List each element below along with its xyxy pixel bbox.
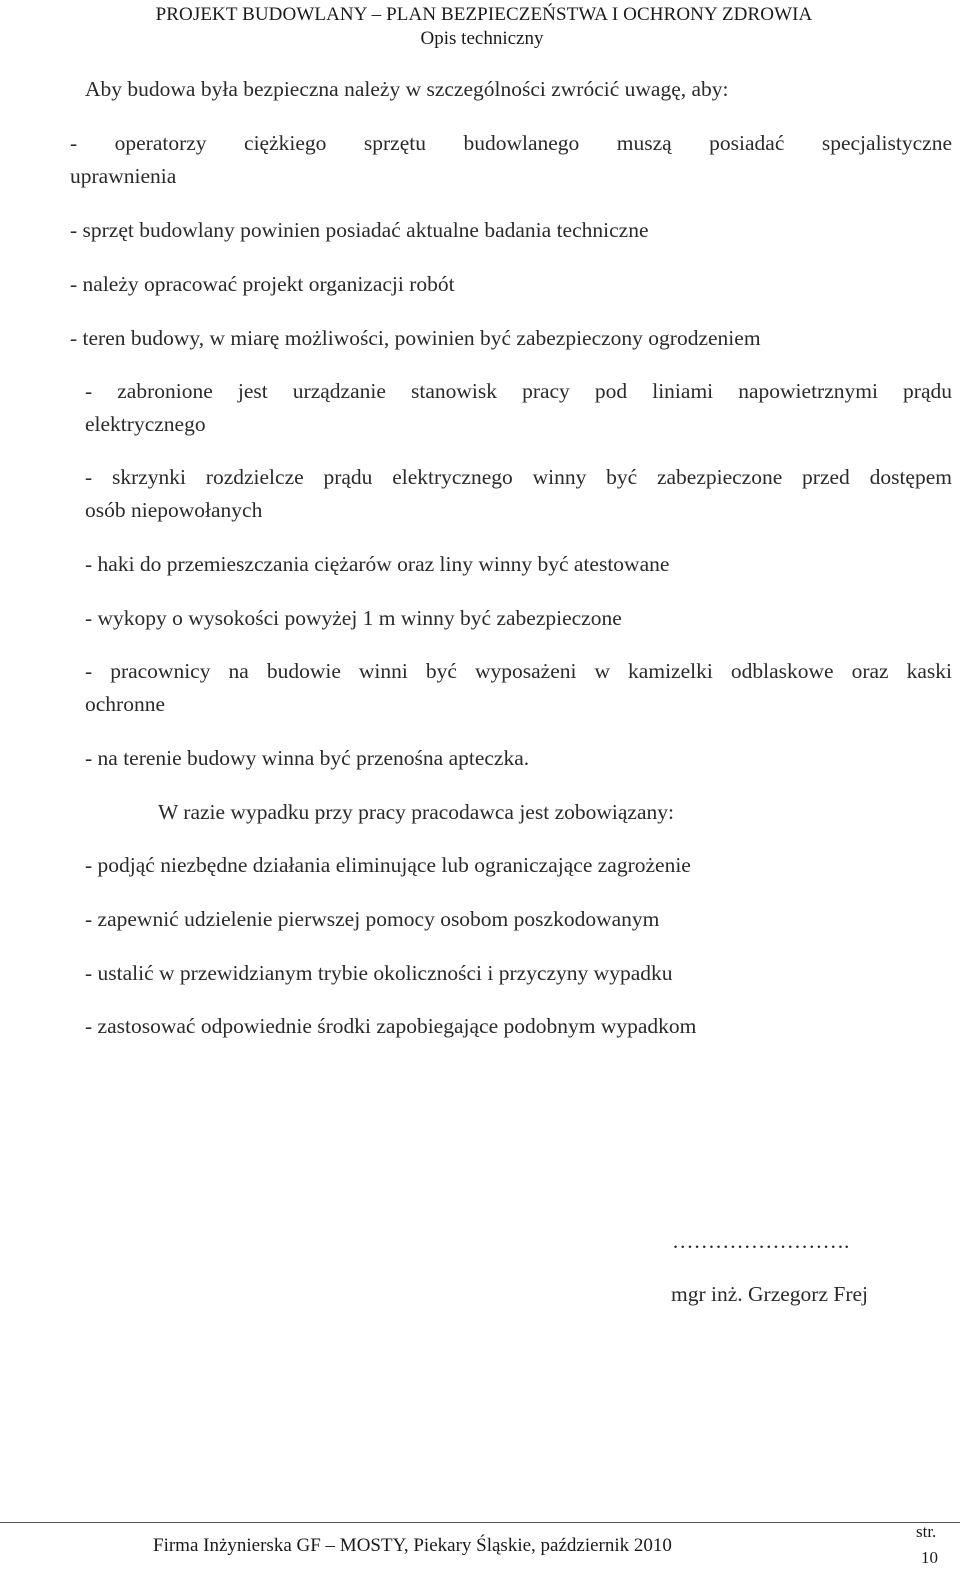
footer-company: Firma Inżynierska GF – MOSTY, Piekary Śląskie, październik 2010 (153, 1535, 672, 1556)
list-item: - pracownicy na budowie winni być wyposażeni w kamizelki odblaskowe oraz kaski (85, 659, 952, 683)
list-item: - wykopy o wysokości powyżej 1 m winny być zabezpieczone (85, 606, 622, 630)
document-subtitle: Opis techniczny (420, 28, 544, 49)
page-label: str. (916, 1522, 937, 1541)
accident-item: - zapewnić udzielenie pierwszej pomocy osobom poszkodowanym (85, 907, 660, 931)
list-item: - sprzęt budowlany powinien posiadać aktualne badania techniczne (70, 218, 649, 242)
accident-intro: W razie wypadku przy pracy pracodawca jest zobowiązany: (158, 800, 674, 824)
list-item-continuation: uprawnienia (70, 164, 177, 188)
signature-dots: ……………………. (672, 1229, 850, 1253)
accident-item: - podjąć niezbędne działania eliminujące lub ograniczające zagrożenie (85, 853, 691, 877)
signature-name: mgr inż. Grzegorz Frej (671, 1282, 869, 1306)
list-item: - teren budowy, w miarę możliwości, powinien być zabezpieczony ogrodzeniem (70, 326, 761, 350)
footer-divider (0, 1522, 960, 1523)
list-item: - skrzynki rozdzielcze prądu elektrycznego winny być zabezpieczone przed dostępem (85, 465, 952, 489)
list-item: - zabronione jest urządzanie stanowisk pracy pod liniami napowietrznymi prądu (85, 379, 952, 403)
intro-paragraph: Aby budowa była bezpieczna należy w szczególności zwrócić uwagę, aby: (85, 77, 729, 101)
page-header (0, 4, 960, 52)
document-title: PROJEKT BUDOWLANY – PLAN BEZPIECZEŃSTWA I OCHRONY ZDROWIA (155, 4, 813, 25)
list-item: - należy opracować projekt organizacji robót (70, 272, 455, 296)
list-item: - na terenie budowy winna być przenośna apteczka. (85, 746, 530, 770)
list-item: - operatorzy ciężkiego sprzętu budowlanego muszą posiadać specjalistyczne (70, 131, 952, 155)
list-item-continuation: osób niepowołanych (85, 498, 263, 522)
list-item: - haki do przemieszczania ciężarów oraz liny winny być atestowane (85, 552, 670, 576)
accident-item: - zastosować odpowiednie środki zapobiegające podobnym wypadkom (85, 1014, 697, 1038)
page-number: 10 (921, 1548, 938, 1567)
list-item-continuation: ochronne (85, 692, 165, 716)
list-item-continuation: elektrycznego (85, 412, 206, 436)
accident-item: - ustalić w przewidzianym trybie okoliczności i przyczyny wypadku (85, 961, 673, 985)
